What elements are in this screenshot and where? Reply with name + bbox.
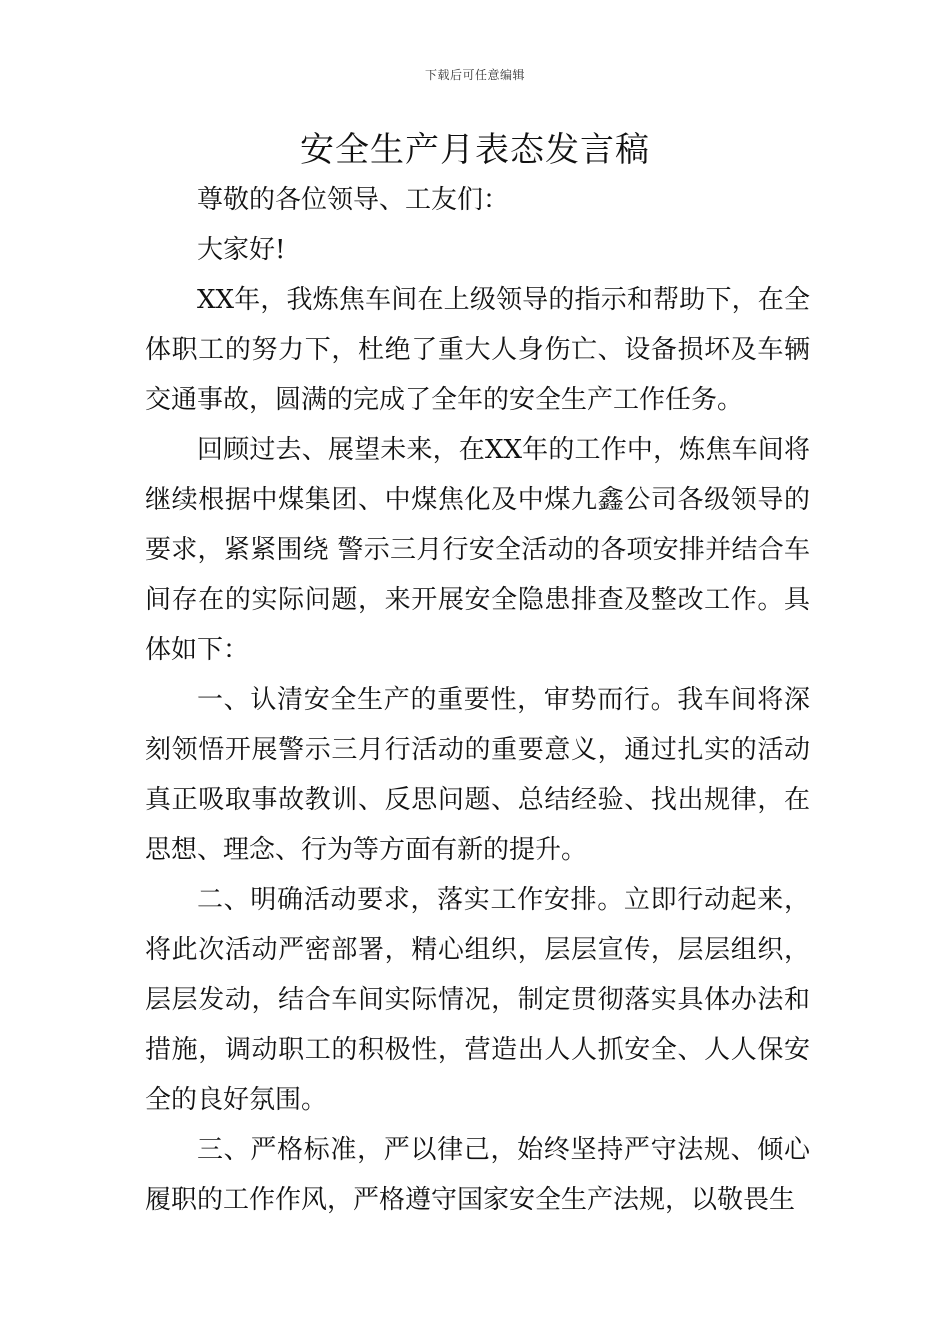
paragraph-point-2: 二、明确活动要求，落实工作安排。立即行动起来，将此次活动严密部署，精心组织，层层宣传，层层组织，层层发动，结合车间实际情况，制定贯彻落实具体办法和措施，调动职工的积极性，营造出人人抓安全、人人保安全的良好氛围。 [145,885,810,1115]
salutation: 尊敬的各位领导、工友们： [197,185,510,215]
header-note: 下载后可任意编辑 [424,68,525,82]
paragraph-outlook: 回顾过去、展望未来，在XX年的工作中，炼焦车间将继续根据中煤集团、中煤焦化及中煤九鑫公司各级领导的要求，紧紧围绕 警示三月行安全活动的各项安排并结合车间存在的实际问题，来开展安全隐患排查及整改工作。具体如下： [145,435,810,665]
paragraph-review: XX年，我炼焦车间在上级领导的指示和帮助下，在全体职工的努力下，杜绝了重大人身伤亡、设备损坏及车辆交通事故，圆满的完成了全年的安全生产工作任务。 [145,285,810,415]
greeting: 大家好! [197,235,286,265]
paragraph-point-3: 三、严格标准，严以律己，始终坚持严守法规、倾心履职的工作作风，严格遵守国家安全生产法规，以敬畏生 [145,1135,810,1215]
document-title: 安全生产月表态发言稿 [300,130,650,170]
paragraph-point-1: 一、认清安全生产的重要性，审势而行。我车间将深刻领悟开展警示三月行活动的重要意义，通过扎实的活动真正吸取事故教训、反思问题、总结经验、找出规律，在思想、理念、行为等方面有新的提升。 [145,685,810,865]
document-body [145,175,810,1225]
